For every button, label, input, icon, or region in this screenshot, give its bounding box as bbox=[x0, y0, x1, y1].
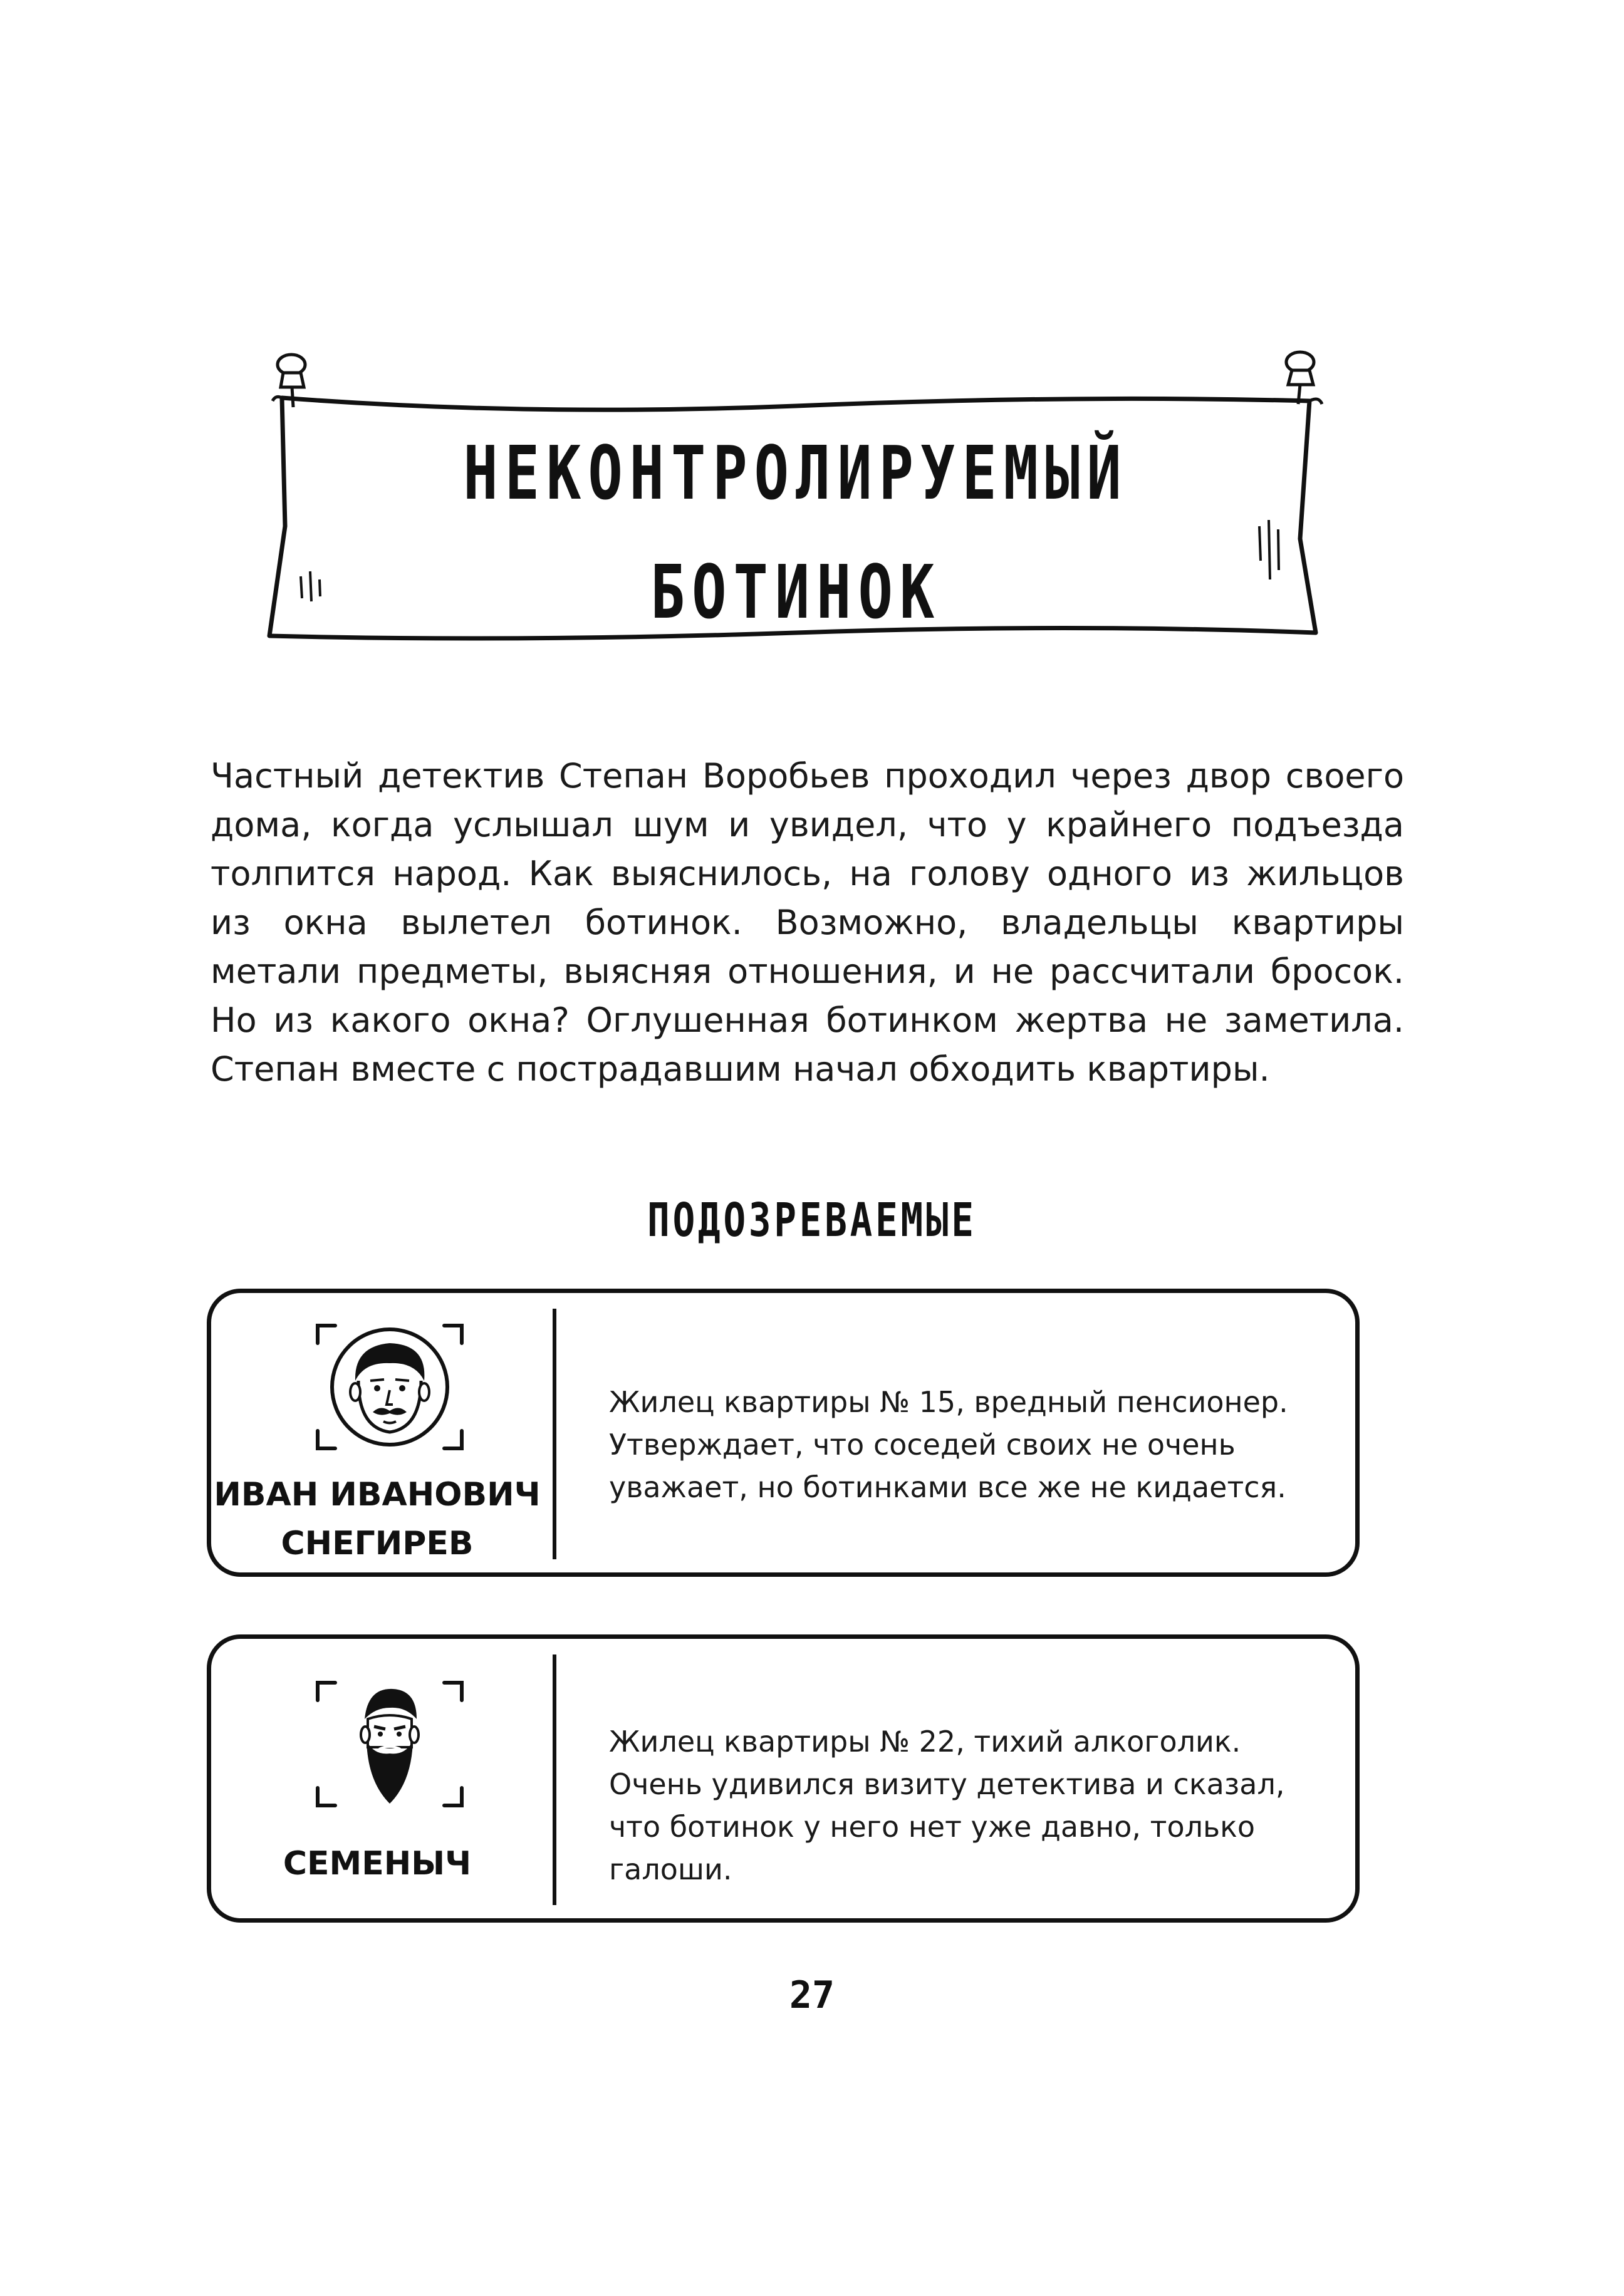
suspect-name-line-2: СНЕГИРЕВ bbox=[281, 1525, 474, 1562]
suspect-name bbox=[211, 1839, 543, 1888]
suspect-name-line-1: СЕМЕНЫЧ bbox=[283, 1845, 472, 1883]
mustached-man-portrait-icon bbox=[305, 1318, 474, 1456]
vertical-divider bbox=[553, 1654, 556, 1905]
page-title-line-1: НЕКОНТРОЛИРУЕМЫЙ bbox=[463, 430, 1128, 516]
suspect-description: Жилец квартиры № 22, тихий алкоголик. Очень удивился визиту детектива и сказал, что ботинок у него нет уже давно, только галоши. bbox=[609, 1725, 1285, 1886]
suspect-description: Жилец квартиры № 15, вредный пенсионер. Утверждает, что соседей своих не очень уважает, но ботинками все же не кидается. bbox=[609, 1385, 1288, 1504]
page-number: 27 bbox=[789, 1973, 835, 2017]
suspect-name-line-1: ИВАН ИВАНОВИЧ bbox=[214, 1476, 541, 1514]
bearded-man-portrait-icon bbox=[305, 1675, 474, 1813]
vertical-divider bbox=[553, 1309, 556, 1559]
intro-paragraph: Частный детектив Степан Воробьев проходил через двор своего дома, когда услышал шум и увидел, что у крайнего подъезда толпится народ. Как выяснилось, на голову одного из жильцов из окна вылетел ботинок. Возможно, владельцы квартиры метали предметы, выясняя отношения, и не рассчитали бросок. Но из какого окна? Оглушенная ботинком жертва не заметила. Степан вместе с пострадавшим начал обходить квартиры. bbox=[211, 756, 1404, 1089]
push-pin-right-icon bbox=[1286, 352, 1314, 404]
page-title-line-2: БОТИНОК bbox=[650, 549, 942, 635]
suspect-name bbox=[211, 1470, 543, 1568]
suspect-card bbox=[207, 1289, 1360, 1577]
suspect-card bbox=[207, 1634, 1360, 1923]
suspects-heading: ПОДОЗРЕВАЕМЫЕ bbox=[647, 1193, 977, 1247]
title-banner bbox=[257, 338, 1335, 677]
page-title bbox=[375, 413, 1216, 652]
